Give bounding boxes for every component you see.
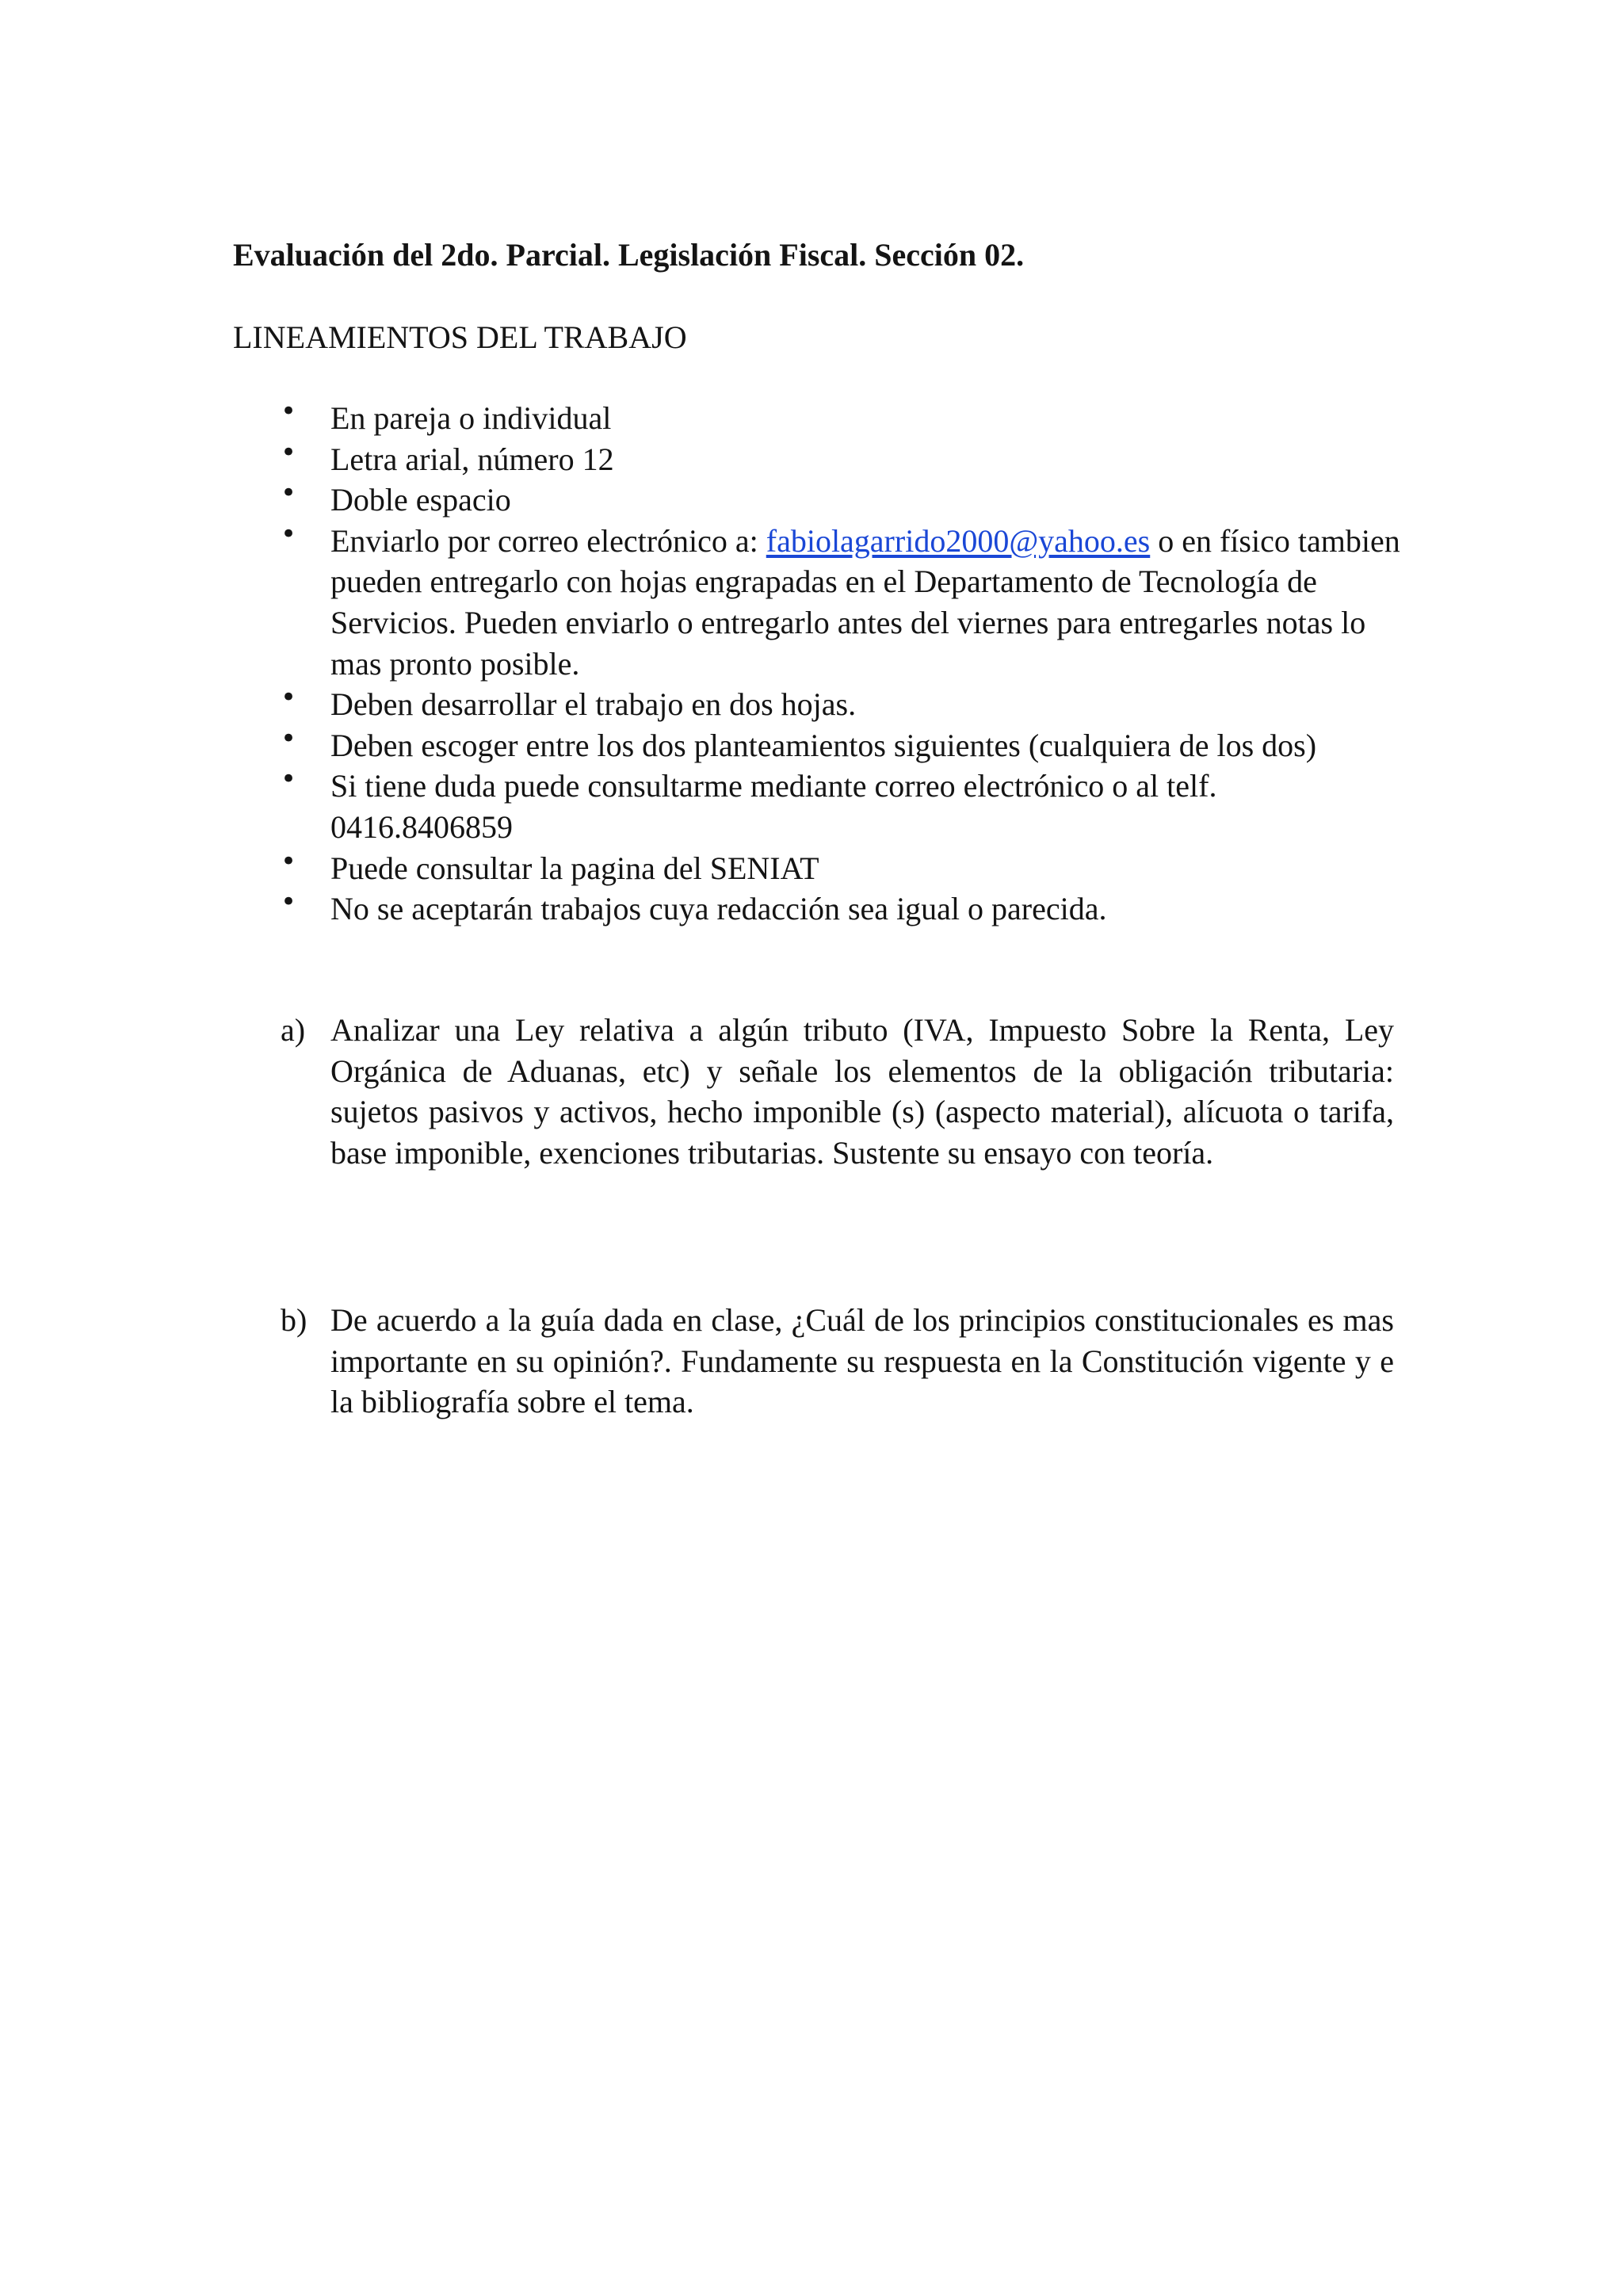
list-item: [281, 395, 1406, 439]
list-item-text: Deben escoger entre los dos planteamientos siguientes (cualquiera de los dos): [330, 727, 1317, 763]
list-item-submission: [281, 518, 1406, 684]
bullet-icon: •: [281, 477, 297, 510]
document-title: Evaluación del 2do. Parcial. Legislación Fiscal. Sección 02.: [233, 237, 1025, 273]
list-item: [281, 722, 1406, 766]
bullet-icon: •: [281, 436, 297, 468]
bullet-icon: •: [281, 682, 297, 714]
task-a: [281, 1010, 1394, 1173]
guidelines-heading: LINEAMIENTOS DEL TRABAJO: [233, 319, 687, 355]
submission-text-after: o en físico tambien pueden entregarlo con hojas engrapadas en el Departamento de Tecnología de Servicios. Pueden enviarlo o entregarlo antes del viernes para entregarles notas lo mas pronto posible.: [330, 522, 1400, 682]
bullet-icon: •: [281, 722, 297, 755]
bullet-icon: •: [281, 763, 297, 796]
guidelines-list: [281, 395, 1406, 930]
list-item-text: En pareja o individual: [330, 400, 612, 436]
task-letter: a): [281, 1012, 306, 1048]
list-item: [281, 888, 1406, 930]
list-item: [281, 479, 1406, 521]
list-item-text: Puede consultar la pagina del SENIAT: [330, 850, 819, 886]
list-item: [281, 763, 1406, 847]
bullet-icon: •: [281, 886, 297, 919]
task-b: [281, 1300, 1394, 1423]
list-item-text: Si tiene duda puede consultarme mediante correo electrónico o al telf. 0416.8406859: [330, 768, 1217, 845]
submission-text-before: Enviarlo por correo electrónico a:: [330, 522, 766, 559]
task-text: Analizar una Ley relativa a algún tributo (IVA, Impuesto Sobre la Renta, Ley Orgánica de Aduanas, etc) y señale los elementos de la obligación tributaria: sujetos pasivos y activos, hecho imponible (s) (aspecto material), alícuota o tarifa, base imponible, exenciones tributarias. Sustente su ensayo con teoría.: [330, 1012, 1394, 1171]
task-letter: b): [281, 1302, 307, 1338]
bullet-icon: •: [281, 395, 297, 427]
task-text: De acuerdo a la guía dada en clase, ¿Cuál de los principios constitucionales es mas importante en su opinión?. Fundamente su respuesta en la Constitución vigente y e la bibliografía sobre el tema.: [330, 1302, 1394, 1420]
list-item: [281, 845, 1406, 889]
bullet-icon: •: [281, 845, 297, 877]
list-item: [281, 436, 1406, 480]
list-item-text: Deben desarrollar el trabajo en dos hojas.: [330, 686, 857, 723]
list-item: [281, 684, 1406, 725]
list-item-text: No se aceptarán trabajos cuya redacción sea igual o parecida.: [330, 891, 1107, 927]
list-item-text: Doble espacio: [330, 482, 511, 518]
bullet-icon: •: [281, 518, 297, 550]
list-item-text: Letra arial, número 12: [330, 441, 614, 477]
email-link[interactable]: fabiolagarrido2000@yahoo.es: [766, 522, 1151, 559]
